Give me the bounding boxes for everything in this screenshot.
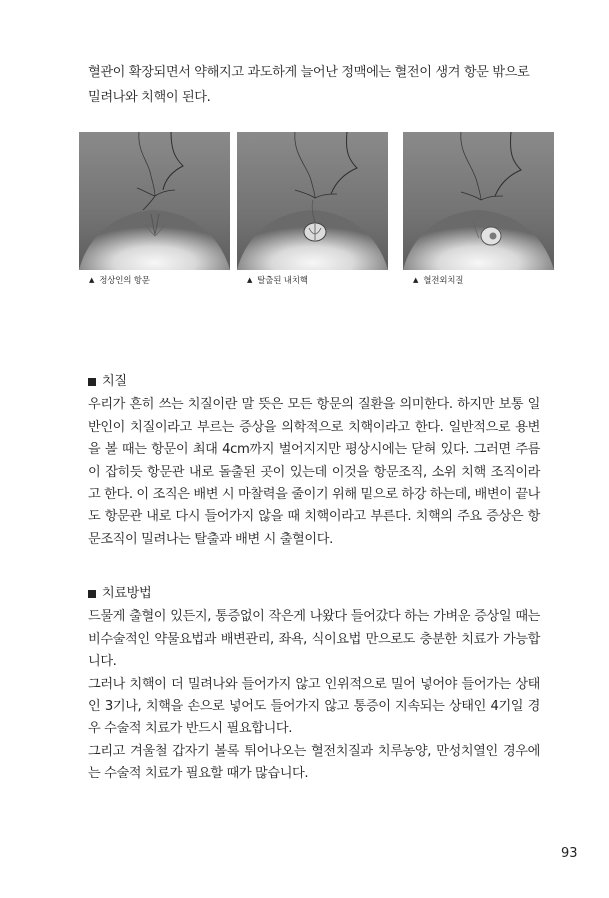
section-heading <box>88 371 540 393</box>
triangle-icon: ▲ <box>89 276 95 284</box>
figure-caption-prolapsed <box>237 270 388 290</box>
intro-line-1: 혈관이 확장되면서 약해지고 과도하게 늘어난 정맥에는 혈전이 생겨 항문 밖으로 <box>88 65 530 80</box>
figure-prolapsed-internal-hemorrhoid <box>237 132 388 290</box>
treatment-paragraph-2: 그러나 치핵이 더 밀려나와 들어가지 않고 인위적으로 밀어 넣어야 들어가는 상태인 3기나, 치핵을 손으로 넣어도 들어가지 않고 통증이 지속되는 상태인 4기일 경우 수술적 치료가 반드시 필요합니다. <box>88 676 540 737</box>
section-heading-text: 치질 <box>102 374 127 389</box>
illustration-row <box>79 132 534 290</box>
page-number: 93 <box>561 846 578 861</box>
illustration-normal-anus <box>79 132 230 270</box>
figure-normal-anus <box>79 132 230 290</box>
illustration-prolapsed-internal-hemorrhoid <box>237 132 388 270</box>
square-bullet-icon <box>88 590 96 598</box>
section-treatment <box>88 583 540 786</box>
section-body: 우리가 흔히 쓰는 치질이란 말 뜻은 모든 항문의 질환을 의미한다. 하지만 보통 일반인이 치질이라고 부르는 증상을 의학적으로 치핵이라고 한다. 일반적으로 용변을 볼 때는 항문이 최대 4cm까지 벌어지지만 평상시에는 닫혀 있다. 그러면 주름이 잡히듯 항문관 내로 돌출된 곳이 있는데 이것을 항문조직, 소위 치핵 조직이라고 한다. 이 조직은 배변 시 마찰력을 줄이기 위해 밑으로 하강 하는데, 배변이 끝나도 항문관 내로 다시 들어가지 않을 때 치핵이라고 부른다. 치핵의 주요 증상은 항문조직이 밀려나는 탈출과 배변 시 출혈이다. <box>88 397 540 547</box>
figure-caption-text: 혈전외치질 <box>423 276 464 286</box>
intro-line-2: 밀려나와 치핵이 된다. <box>88 90 211 105</box>
intro-paragraph <box>88 60 540 110</box>
triangle-icon: ▲ <box>413 276 419 284</box>
illustration-thrombosed-external-hemorrhoid <box>403 132 554 270</box>
section-heading-text: 치료방법 <box>102 586 152 601</box>
figure-thrombosed-external-hemorrhoid <box>403 132 554 290</box>
section-hemorrhoids <box>88 371 540 551</box>
treatment-paragraph-1: 드물게 출혈이 있든지, 통증없이 작은게 나왔다 들어갔다 하는 가벼운 증상일 때는 비수술적인 약물요법과 배변관리, 좌욕, 식이요법 만으로도 충분한 치료가 가능합니다. <box>88 609 540 670</box>
square-bullet-icon <box>88 378 96 386</box>
figure-caption-text: 정상인의 항문 <box>99 276 150 286</box>
triangle-icon: ▲ <box>247 276 253 284</box>
figure-caption-normal <box>79 270 230 290</box>
treatment-paragraph-3: 그리고 겨울철 갑자기 볼록 튀어나오는 혈전치질과 치루농양, 만성치열인 경우에는 수술적 치료가 필요할 때가 많습니다. <box>88 743 540 782</box>
figure-caption-text: 탈출된 내치핵 <box>257 276 308 286</box>
section-heading <box>88 583 540 605</box>
figure-caption-thrombosed <box>403 270 554 290</box>
